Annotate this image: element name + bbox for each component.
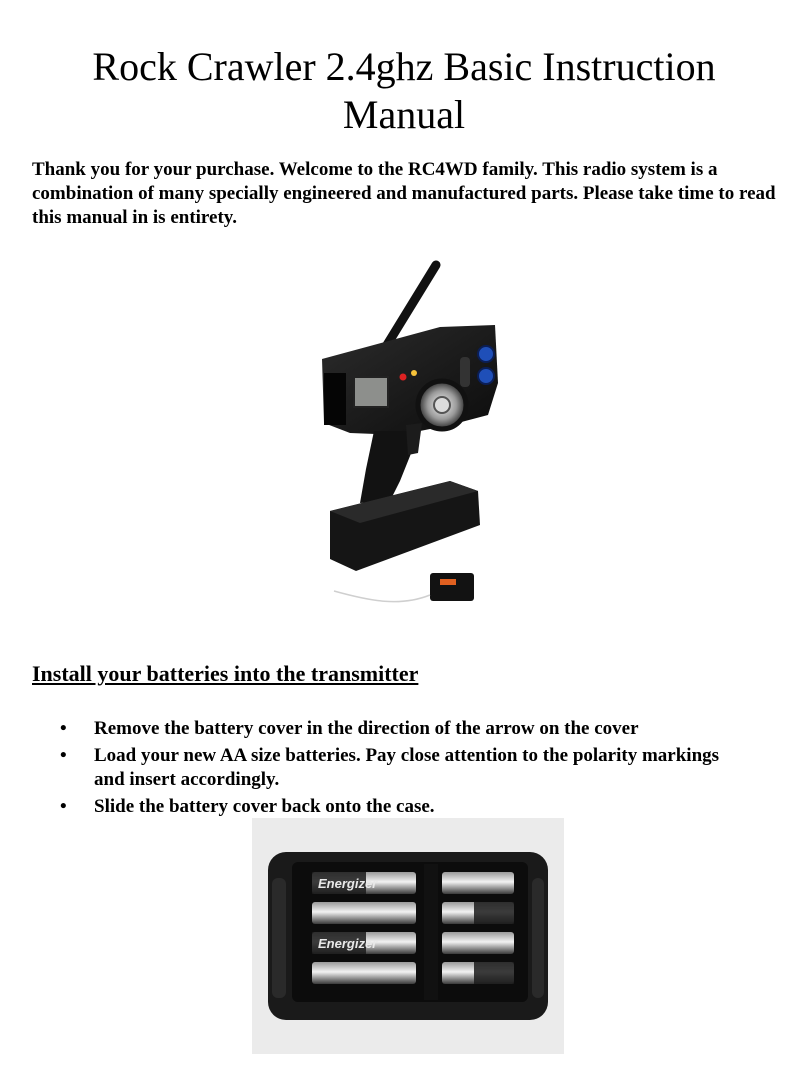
bullet-glyph: • <box>60 718 67 739</box>
step-text: Remove the battery cover in the direction of the arrow on the cover <box>94 718 639 739</box>
battery-brand-text: Energizer <box>318 876 378 891</box>
battery-compartment-icon <box>252 818 564 1054</box>
section-heading: Install your batteries into the transmitter <box>32 661 419 686</box>
rc-transmitter-icon <box>290 255 520 615</box>
list-item <box>32 795 752 819</box>
battery-compartment-image <box>252 818 564 1054</box>
bullet-glyph: • <box>60 796 67 817</box>
list-item <box>32 717 752 741</box>
step-text: Load your new AA size batteries. Pay close attention to the polarity markings and insert accordingly. <box>94 745 720 790</box>
page-title: Rock Crawler 2.4ghz Basic Instruction Manual <box>92 43 716 137</box>
battery-brand-text: Energizer <box>318 936 378 951</box>
step-text: Slide the battery cover back onto the case. <box>94 796 435 817</box>
bullet-glyph: • <box>60 745 67 766</box>
intro-paragraph: Thank you for your purchase. Welcome to the RC4WD family. This radio system is a combination of many specially engineered and manufactured parts. Please take time to read this manual in is entirety. <box>32 159 776 228</box>
list-item <box>32 744 752 792</box>
transmitter-image <box>290 255 520 615</box>
instruction-list <box>32 717 752 822</box>
